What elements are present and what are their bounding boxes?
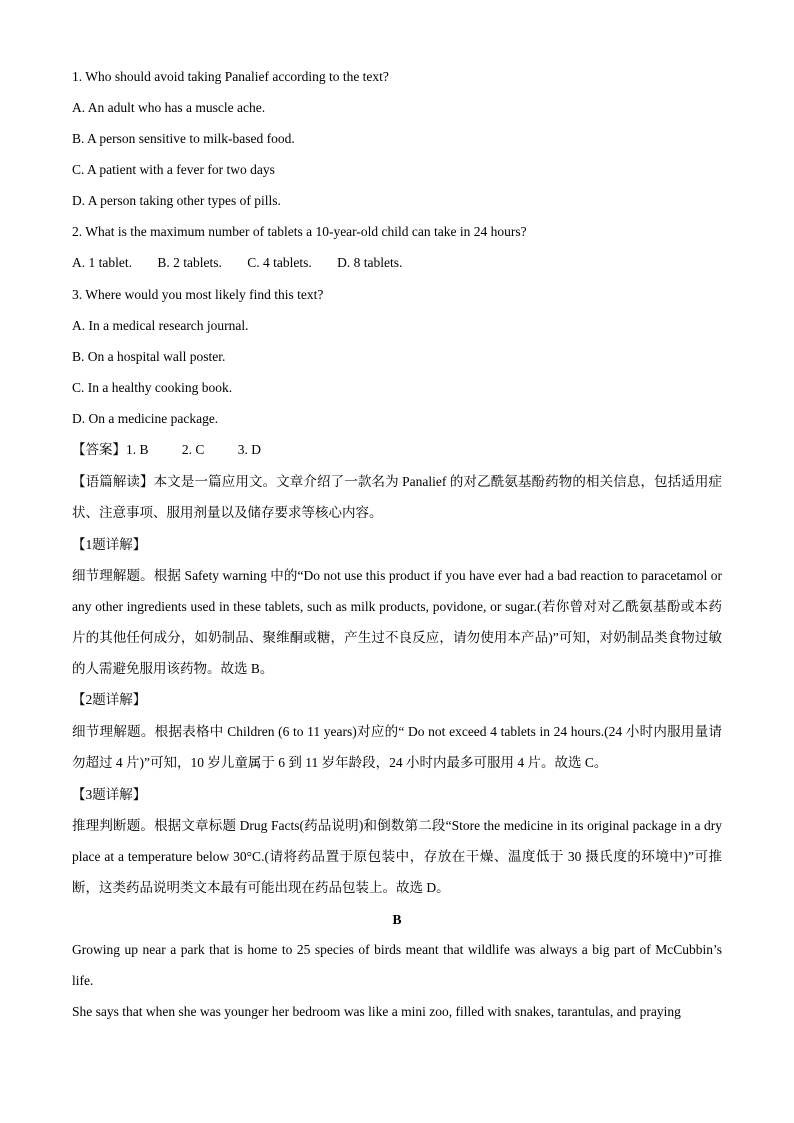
detail-1-heading: 【1题详解】 (72, 537, 147, 552)
question-3-option-d: D. On a medicine package. (72, 411, 219, 426)
section-b-paragraph-1: Growing up near a park that is home to 25 species of birds meant that wildlife was always a big part of McCubbin’s life. (72, 942, 722, 988)
detail-3-text: 推理判断题。根据文章标题 Drug Facts(药品说明)和倒数第二段“Store the medicine in its original package in a dry place at a temperature below 30°C.(请将药品置于原包装中，存放在干燥、温度低于 30 摄氏度的环境中)”可推断，这类药品说明类文本最有可能出现在药品包装上。故选 D。 (72, 818, 722, 895)
question-1-option-a: A. An adult who has a muscle ache. (72, 100, 266, 115)
question-3-option-c: C. In a healthy cooking book. (72, 380, 233, 395)
question-3-option-a: A. In a medical research journal. (72, 318, 249, 333)
question-2-option-c: C. 4 tablets. (247, 255, 312, 270)
question-1-option-d: D. A person taking other types of pills. (72, 193, 281, 208)
question-1-option-c: C. A patient with a fever for two days (72, 162, 275, 177)
question-2-option-a: A. 1 tablet. (72, 255, 132, 270)
question-3-option-b: B. On a hospital wall poster. (72, 349, 226, 364)
answer-item-3: 3. D (237, 442, 262, 457)
question-3-stem: 3. Where would you most likely find this text? (72, 287, 324, 302)
question-2-stem: 2. What is the maximum number of tablets a 10-year-old child can take in 24 hours? (72, 224, 527, 239)
detail-1-text: 细节理解题。根据 Safety warning 中的“Do not use this product if you have ever had a bad reaction to paracetamol or any other ingredients used in these tablets, such as milk products, povidone, or sugar.(若你曾对对乙酰氨基酚或本药片的其他任何成分，如奶制品、聚维酮或糖，产生过不良反应，请勿使用本产品)”可知，对奶制品类食物过敏的人需避免服用该药物。故选 B。 (72, 568, 722, 676)
question-2-options (72, 254, 402, 272)
detail-2-heading: 【2题详解】 (72, 692, 147, 707)
question-2-option-b: B. 2 tablets. (157, 255, 222, 270)
interpretation-text: 本文是一篇应用文。文章介绍了一款名为 Panalief 的对乙酰氨基酚药物的相关信息，包括适用症状、注意事项、服用剂量以及储存要求等核心内容。 (72, 474, 722, 520)
question-2-option-d: D. 8 tablets. (337, 255, 403, 270)
section-b-paragraph-2: She says that when she was younger her bedroom was like a mini zoo, filled with snakes, tarantulas, and praying (72, 1004, 681, 1019)
interpretation-label: 【语篇解读】 (72, 474, 154, 489)
detail-3-heading: 【3题详解】 (72, 787, 147, 802)
answer-line (72, 441, 261, 459)
question-1-option-b: B. A person sensitive to milk-based food. (72, 131, 295, 146)
interpretation-block (72, 466, 722, 528)
section-b-title: B (392, 912, 402, 927)
answer-item-2: 2. C (181, 442, 205, 457)
answer-label: 【答案】 (72, 442, 126, 457)
detail-2-text: 细节理解题。根据表格中 Children (6 to 11 years)对应的“ Do not exceed 4 tablets in 24 hours.(24 小时内服用量请勿超过 4 片)”可知，10 岁儿童属于 6 到 11 岁年龄段，24 小时内最多可服用 4 片。故选 C。 (72, 724, 722, 770)
question-1-stem: 1. Who should avoid taking Panalief according to the text? (72, 69, 389, 84)
answer-item-1: 1. B (126, 442, 149, 457)
